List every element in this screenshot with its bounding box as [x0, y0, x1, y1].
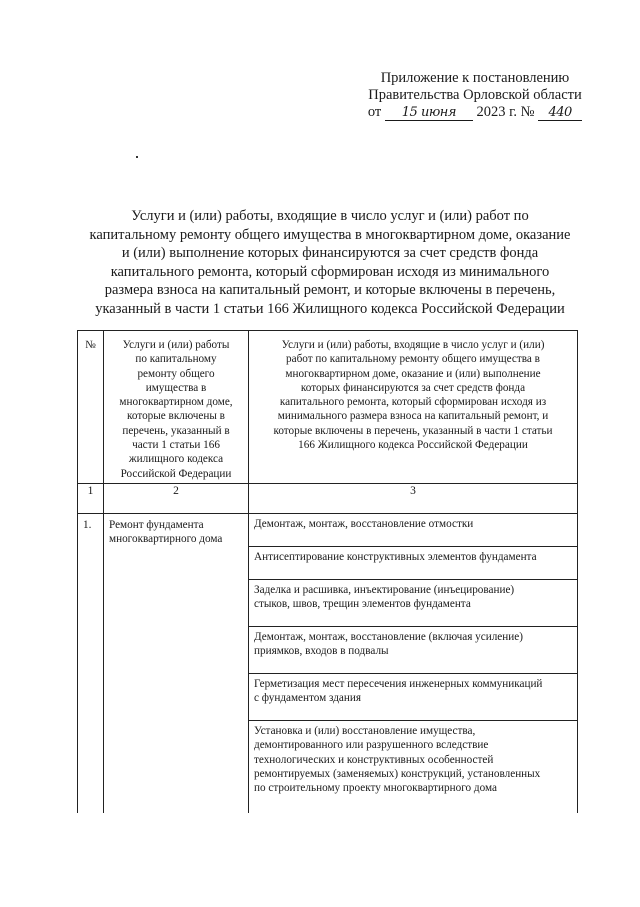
date-prefix: от [367, 104, 382, 120]
header-number: № [78, 331, 104, 484]
header-line: которые включены в перечень, указанный в части 1 статьи [273, 424, 553, 437]
appendix-line-1: Приложение к постановлению [380, 70, 570, 86]
work-item [249, 547, 578, 580]
work-line: ремонтируемых (заменяемых) конструкций, установленных [254, 767, 541, 780]
header-line: части 1 статьи 166 [132, 439, 220, 452]
page-bottom-margin [0, 813, 640, 907]
work-item [249, 580, 578, 627]
header-line: Услуги и (или) работы [122, 339, 230, 351]
row-number: 1. [78, 514, 104, 829]
work-line: Заделка и расшивка, инъектирование (инъецирование) [254, 584, 515, 596]
work-line: Герметизация мест пересечения инженерных коммуникаций [254, 678, 543, 690]
services-table [77, 330, 578, 848]
work-item [249, 627, 578, 674]
header-line: Российской Федерации [120, 467, 232, 480]
header-works-detail [249, 331, 578, 484]
header-line: ремонту общего [137, 367, 215, 380]
header-line: 166 Жилищного кодекса Российской Федерации [298, 439, 528, 452]
work-item [249, 674, 578, 721]
header-line: капитального ремонта, который сформирован исходя из [279, 396, 547, 409]
row-service-name [104, 514, 249, 829]
header-line: которые включены в [127, 410, 225, 423]
work-line: по строительному проекту многоквартирного дома [254, 782, 497, 795]
work-line: технологических и конструктивных особенностей [254, 753, 494, 766]
work-line: Демонтаж, монтаж, восстановление (включая усиление) [254, 631, 523, 643]
header-line: работ по капитальному ремонту общего имущества в [286, 353, 540, 366]
service-name-line: многоквартирного дома [109, 533, 223, 546]
header-line: жилищного кодекса [128, 453, 224, 466]
title-line: указанный в части 1 статьи 166 Жилищного кодекса Российской Федерации [95, 300, 565, 317]
header-line: многоквартирном доме, оказание и (или) выполнение [285, 367, 541, 380]
handwritten-number: 440 [538, 106, 582, 121]
title-line: капитальному ремонту общего имущества в многоквартирном доме, оказание [89, 226, 571, 243]
header-line: многоквартирном доме, [119, 396, 233, 409]
column-number: 1 [78, 484, 104, 514]
column-number: 3 [249, 484, 578, 514]
title-line: и (или) выполнение которых финансируются за счет средств фонда [121, 245, 539, 262]
service-name-line: Ремонт фундамента [109, 519, 204, 531]
table-row [78, 514, 578, 547]
header-line: минимального размера взноса на капитальный ремонт, и [277, 410, 549, 423]
work-item [249, 514, 578, 547]
appendix-line-2: Правительства Орловской области [368, 87, 582, 103]
header-line: которых финансируются за счет средств фонда [300, 381, 526, 394]
work-line: с фундаментом здания [254, 692, 361, 705]
title-line: размера взноса на капитальный ремонт, и которые включены в перечень, [104, 282, 556, 299]
work-line: Антисептирование конструктивных элементов фундамента [254, 551, 537, 563]
year-label: 2023 г. № [476, 104, 535, 120]
appendix-header [360, 70, 590, 121]
work-line: приямков, входов в подвалы [254, 645, 389, 658]
column-number-row [78, 484, 578, 514]
header-line: перечень, указанный в [122, 424, 230, 437]
title-line: Услуги и (или) работы, входящие в число услуг и (или) работ по [131, 208, 529, 224]
header-line: Услуги и (или) работы, входящие в число услуг и (или) [281, 339, 545, 351]
scan-speck [136, 156, 138, 158]
header-services-list [104, 331, 249, 484]
handwritten-date: 15 июня [385, 106, 473, 121]
document-title [60, 207, 600, 319]
table-header-row [78, 331, 578, 484]
column-number: 2 [104, 484, 249, 514]
header-line: имущества в [145, 381, 207, 394]
work-line: стыков, швов, трещин элементов фундамента [254, 598, 471, 611]
appendix-line-3 [360, 104, 590, 121]
work-line: Установка и (или) восстановление имущества, [254, 725, 476, 737]
header-line: по капитальному [135, 353, 217, 366]
work-line: демонтированного или разрушенного вследствие [254, 739, 489, 752]
title-line: капитального ремонта, который сформирован исходя из минимального [110, 263, 550, 280]
work-line: Демонтаж, монтаж, восстановление отмостки [254, 518, 474, 530]
